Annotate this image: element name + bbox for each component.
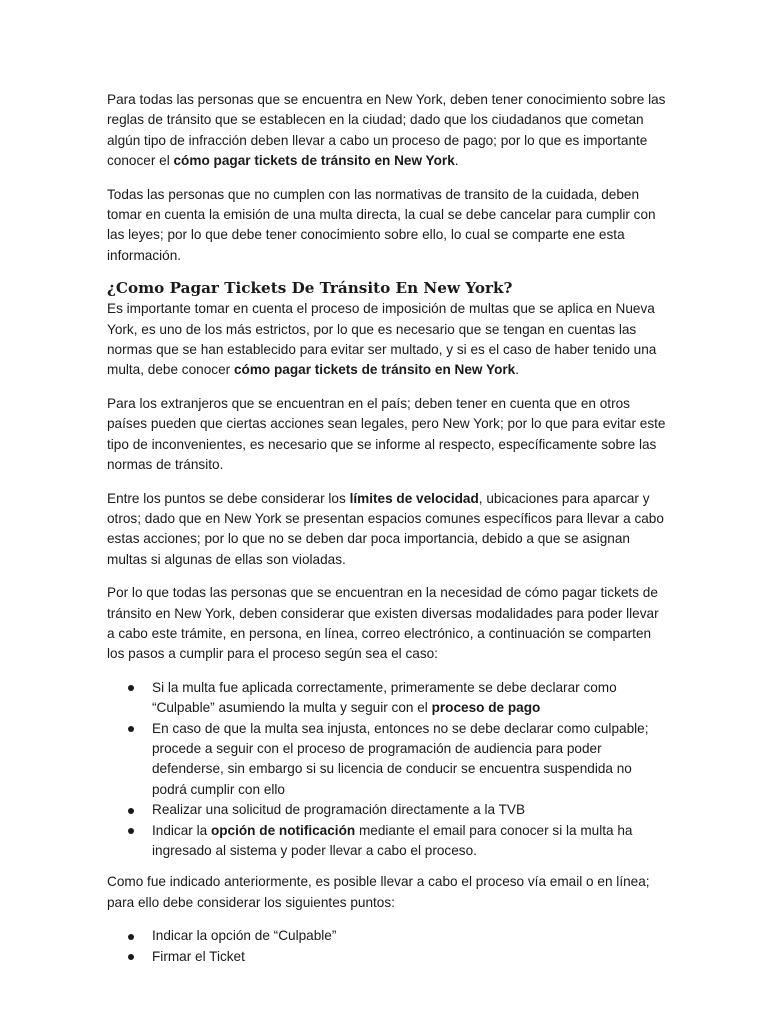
fifth-text-before: Entre los puntos se debe considerar los (107, 490, 350, 506)
third-tail: . (515, 362, 520, 378)
intro-tail: . (454, 153, 459, 169)
list-item (107, 678, 667, 719)
third-text: Es importante tomar en cuenta el proceso de imposición de multas que se aplica en Nueva York, es uno de los más estrictos, por lo que es necesario que se tengan en cuentas las normas que se han establecido para evitar ser multado, y si es el caso de haber tenido una multa, debe conocer (107, 301, 657, 378)
list-item-tail: mediante el email para conocer si la multa ha ingresado al sistema y poder llevar a cabo el proceso. (152, 822, 633, 858)
list-item-text: Realizar una solicitud de programación directamente a la TVB (152, 802, 526, 818)
online-steps-list (107, 926, 667, 967)
third-paragraph (107, 299, 667, 381)
fifth-bold-text: límites de velocidad (349, 490, 479, 506)
list-item-text: Indicar la opción de “Culpable” (152, 928, 337, 944)
list-item-text: Indicar la (152, 822, 211, 838)
section-heading: ¿Como Pagar Tickets De Tránsito En New York? (107, 279, 513, 298)
list-item (107, 926, 667, 946)
bullet-icon (128, 726, 134, 732)
list-item-text: Firmar el Ticket (152, 948, 245, 964)
list-item-text: Si la multa fue aplicada correctamente, primeramente se debe declarar como “Culpable” asumiendo la multa y seguir con el (152, 679, 617, 716)
seventh-paragraph: Como fue indicado anteriormente, es posible llevar a cabo el proceso vía email o en línea; para ello debe considerar los siguientes puntos: (107, 874, 650, 910)
steps-list (107, 678, 667, 862)
intro-text: Para todas las personas que se encuentra en New York, deben tener conocimiento sobre las reglas de tránsito que se establecen en la ciudad; dado que los ciudadanos que cometan algún tipo de infracción deben llevar a cabo un proceso de pago; por lo que es importante conocer el (107, 92, 666, 169)
second-paragraph: Todas las personas que no cumplen con las normativas de transito de la cuidada, deben tomar en cuenta la emisión de una multa directa, la cual se debe cancelar para cumplir con las leyes; por lo que debe tener conocimiento sobre ello, lo cual se comparte ene esta información. (107, 186, 656, 263)
intro-bold-text: cómo pagar tickets de tránsito en New York (173, 153, 455, 169)
list-item (107, 947, 667, 967)
bullet-icon (128, 954, 134, 960)
list-item (107, 800, 667, 820)
sixth-paragraph: Por lo que todas las personas que se encuentran en la necesidad de cómo pagar tickets de tránsito en New York, deben considerar que existen diversas modalidades para poder llevar a cabo este trámite, en persona, en línea, correo electrónico, a continuación se comparten los pasos a cumplir para el proceso según sea el caso: (107, 585, 659, 662)
bullet-icon (128, 934, 134, 940)
document-body (107, 90, 667, 978)
fifth-paragraph (107, 489, 667, 571)
list-item-bold: opción de notificación (210, 822, 356, 838)
list-item-text: En caso de que la multa sea injusta, entonces no se debe declarar como culpable; procede a seguir con el proceso de programación de audiencia para poder defenderse, sin embargo si su licencia de conducir se encuentra suspendida no podrá cumplir con ello (152, 720, 649, 797)
intro-paragraph (107, 90, 667, 172)
list-item-bold: proceso de pago (431, 700, 541, 716)
bullet-icon (128, 808, 134, 814)
fifth-text-after: , ubicaciones para aparcar y otros; dado que en New York se presentan espacios comunes específicos para llevar a cabo estas acciones; por lo que no se deben dar poca importancia, debido a que se asignan multas si algunas de ellas son violadas. (107, 490, 664, 567)
third-bold-text: cómo pagar tickets de tránsito en New York (233, 362, 516, 378)
bullet-icon (128, 828, 134, 834)
list-item (107, 719, 667, 801)
bullet-icon (128, 685, 134, 691)
fourth-paragraph: Para los extranjeros que se encuentran en el país; deben tener en cuenta que en otros países pueden que ciertas acciones sean legales, pero New York; por lo que para evitar este tipo de inconvenientes, es necesario que se informe al respecto, específicamente sobre las normas de tránsito. (107, 395, 666, 473)
list-item (107, 821, 667, 862)
